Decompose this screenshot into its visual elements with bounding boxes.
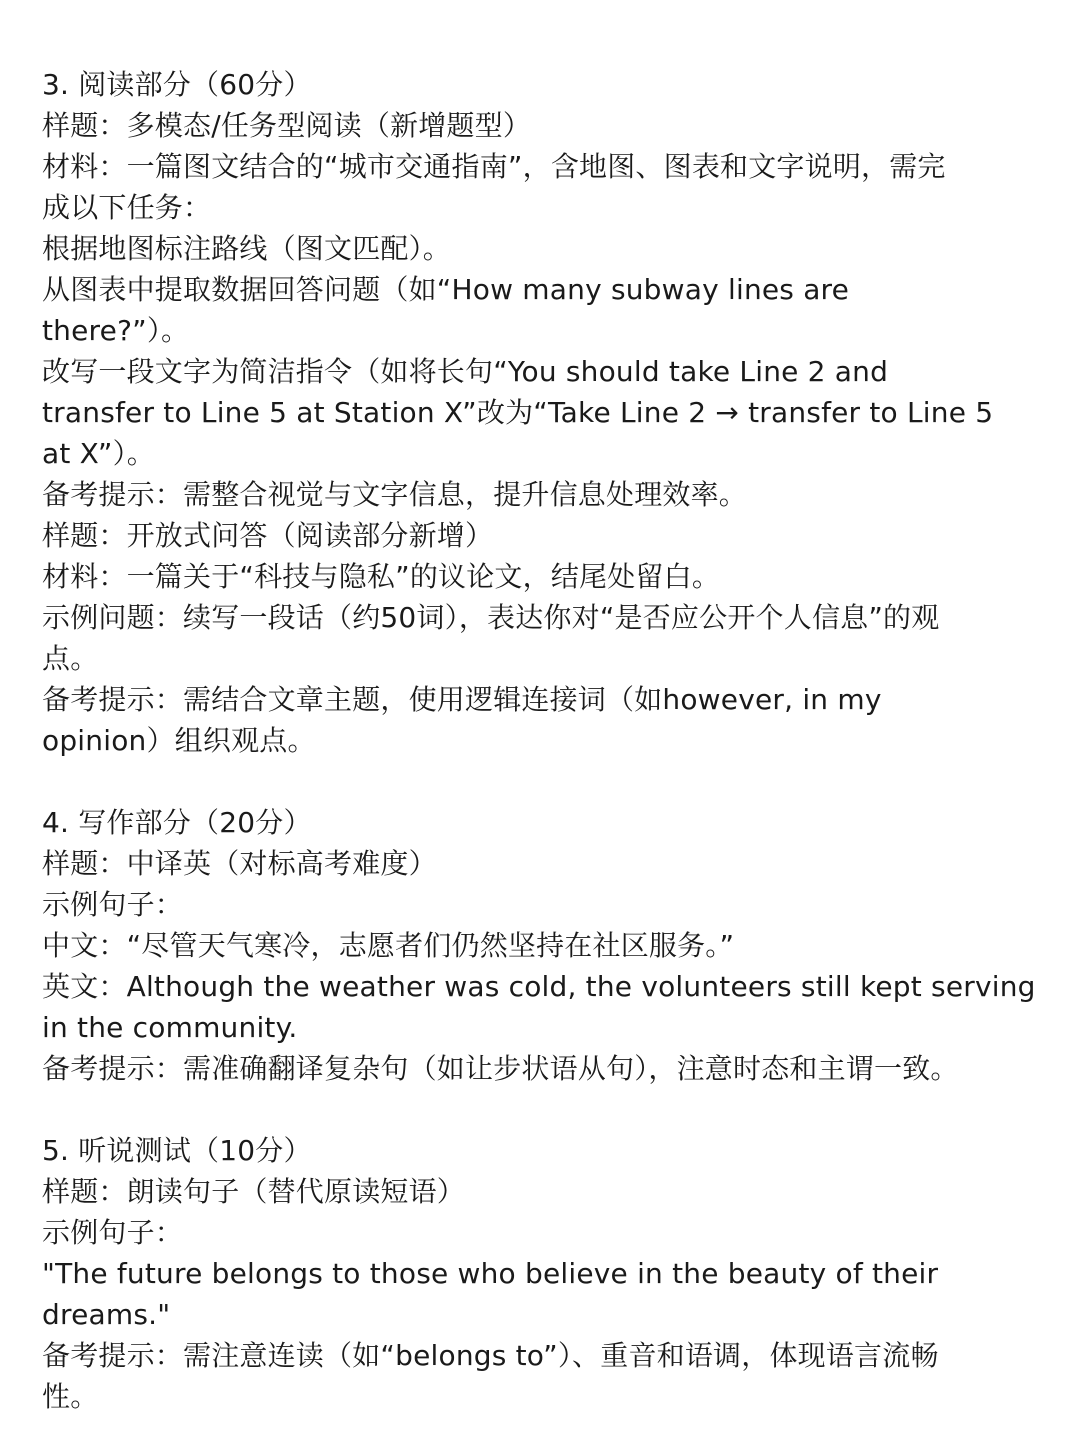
- paragraph-spacer: [42, 1089, 1038, 1130]
- sample-question-label: 样题：开放式问答（阅读部分新增）: [42, 519, 494, 552]
- task-item: at X”）。: [42, 437, 155, 470]
- task-item: transfer to Line 5 at Station X”改为“Take Line 2 → transfer to Line 5: [42, 396, 994, 429]
- chinese-sentence: 中文：“尽管天气寒冷，志愿者们仍然坚持在社区服务。”: [42, 929, 735, 962]
- task-item: 根据地图标注路线（图文匹配）。: [42, 232, 452, 265]
- section-heading: 5. 听说测试（10分）: [42, 1134, 312, 1167]
- paragraph-spacer: [42, 761, 1038, 802]
- task-item: 改写一段文字为简洁指令（如将长句“You should take Line 2 and: [42, 355, 889, 388]
- quote-sentence: "The future belongs to those who believe in the beauty of their: [42, 1257, 939, 1290]
- section-listening-speaking: [42, 1130, 1038, 1417]
- sample-question-label: 样题：朗读句子（替代原读短语）: [42, 1175, 466, 1208]
- task-item: 从图表中提取数据回答问题（如“How many subway lines are: [42, 273, 850, 306]
- english-sentence: in the community.: [42, 1011, 298, 1044]
- prep-tip: opinion）组织观点。: [42, 724, 316, 757]
- prep-tip: 备考提示：需准确翻译复杂句（如让步状语从句），注意时态和主谓一致。: [42, 1052, 959, 1085]
- material-description: 成以下任务：: [42, 191, 212, 224]
- sample-question-label: 样题：多模态/任务型阅读（新增题型）: [42, 109, 532, 142]
- example-question: 点。: [42, 642, 99, 675]
- section-heading: 4. 写作部分（20分）: [42, 806, 312, 839]
- example-sentence-label: 示例句子：: [42, 888, 184, 921]
- section-reading: [42, 64, 1038, 761]
- quote-sentence: dreams.": [42, 1298, 171, 1331]
- prep-tip: 备考提示：需整合视觉与文字信息，提升信息处理效率。: [42, 478, 748, 511]
- prep-tip: 性。: [42, 1380, 99, 1413]
- prep-tip: 备考提示：需结合文章主题，使用逻辑连接词（如however, in my: [42, 683, 882, 716]
- material-description: 材料：一篇图文结合的“城市交通指南”，含地图、图表和文字说明，需完: [42, 150, 946, 183]
- sample-question-label: 样题：中译英（对标高考难度）: [42, 847, 437, 880]
- document-body: [42, 64, 1038, 1417]
- prep-tip: 备考提示：需注意连读（如“belongs to”）、重音和语调，体现语言流畅: [42, 1339, 939, 1372]
- example-question: 示例问题：续写一段话（约50词），表达你对“是否应公开个人信息”的观: [42, 601, 940, 634]
- section-heading: 3. 阅读部分（60分）: [42, 68, 312, 101]
- section-writing: [42, 802, 1038, 1089]
- material-description: 材料：一篇关于“科技与隐私”的议论文，结尾处留白。: [42, 560, 721, 593]
- english-sentence: 英文：Although the weather was cold, the volunteers still kept serving: [42, 970, 1036, 1003]
- example-sentence-label: 示例句子：: [42, 1216, 184, 1249]
- task-item: there?”）。: [42, 314, 190, 347]
